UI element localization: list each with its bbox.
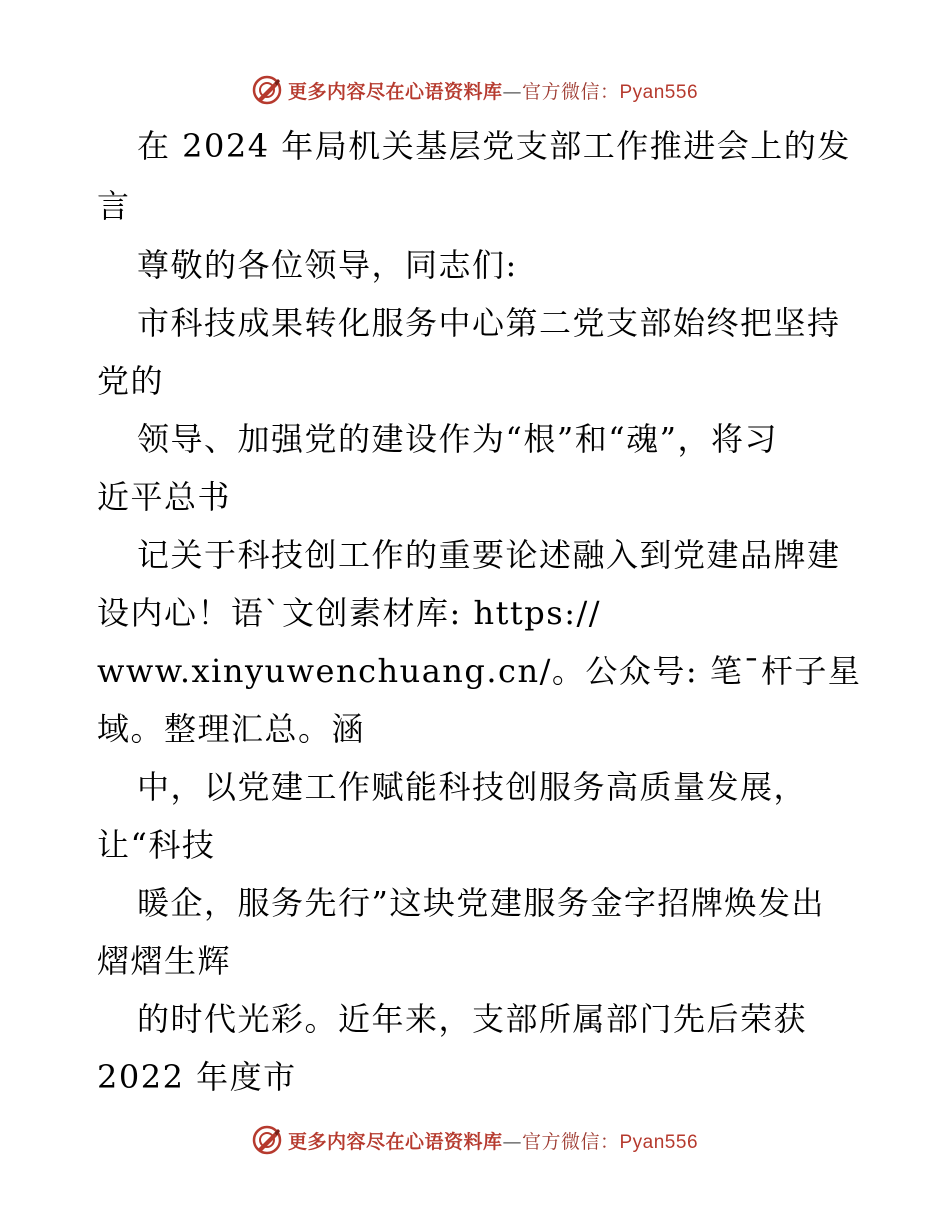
footer-wechat-label: 官方微信： (521, 1130, 620, 1153)
doc-line-9: 设内心！语`文创素材库: https:// (97, 594, 602, 632)
footer-banner-text (288, 1127, 698, 1154)
doc-line-13: 让“科技 (97, 826, 216, 864)
doc-line-14: 暖企，服务先行”这块党建服务金字招牌焕发出 (137, 884, 825, 922)
doc-line-3: 尊敬的各位领导，同志们: (137, 246, 518, 284)
doc-line-5: 党的 (97, 362, 165, 400)
doc-line-1: 在 2024 年局机关基层党支部工作推进会上的发 (137, 127, 851, 165)
footer-banner (0, 1120, 950, 1160)
doc-line-4: 市科技成果转化服务中心第二党支部始终把坚持 (137, 304, 841, 342)
header-banner-separator: — (502, 80, 522, 103)
doc-line-7: 近平总书 (97, 478, 232, 516)
footer-banner-separator: — (502, 1130, 522, 1153)
doc-line-10: www.xinyuwenchuang.cn/。公众号: 笔¯杆子星 (97, 652, 862, 690)
doc-line-17: 2022 年度市 (97, 1058, 297, 1096)
header-banner-title: 更多内容尽在心语资料库 (287, 80, 503, 103)
header-wechat-id: Pyan556 (619, 81, 699, 103)
pen-logo-icon (252, 1125, 282, 1155)
doc-line-11: 域。整理汇总。涵 (97, 710, 366, 748)
doc-line-16: 的时代光彩。近年来，支部所属部门先后荣获 (137, 1000, 808, 1038)
doc-line-2: 言 (97, 187, 131, 225)
doc-line-6: 领导、加强党的建设作为“根”和“魂”，将习 (137, 420, 778, 458)
footer-wechat-id: Pyan556 (619, 1131, 699, 1153)
footer-banner-title: 更多内容尽在心语资料库 (287, 1130, 503, 1153)
doc-line-15: 熠熠生辉 (97, 942, 232, 980)
header-wechat-label: 官方微信： (521, 80, 620, 103)
doc-line-8: 记关于科技创工作的重要论述融入到党建品牌建 (137, 536, 841, 574)
doc-line-12: 中，以党建工作赋能科技创服务高质量发展， (137, 768, 808, 806)
